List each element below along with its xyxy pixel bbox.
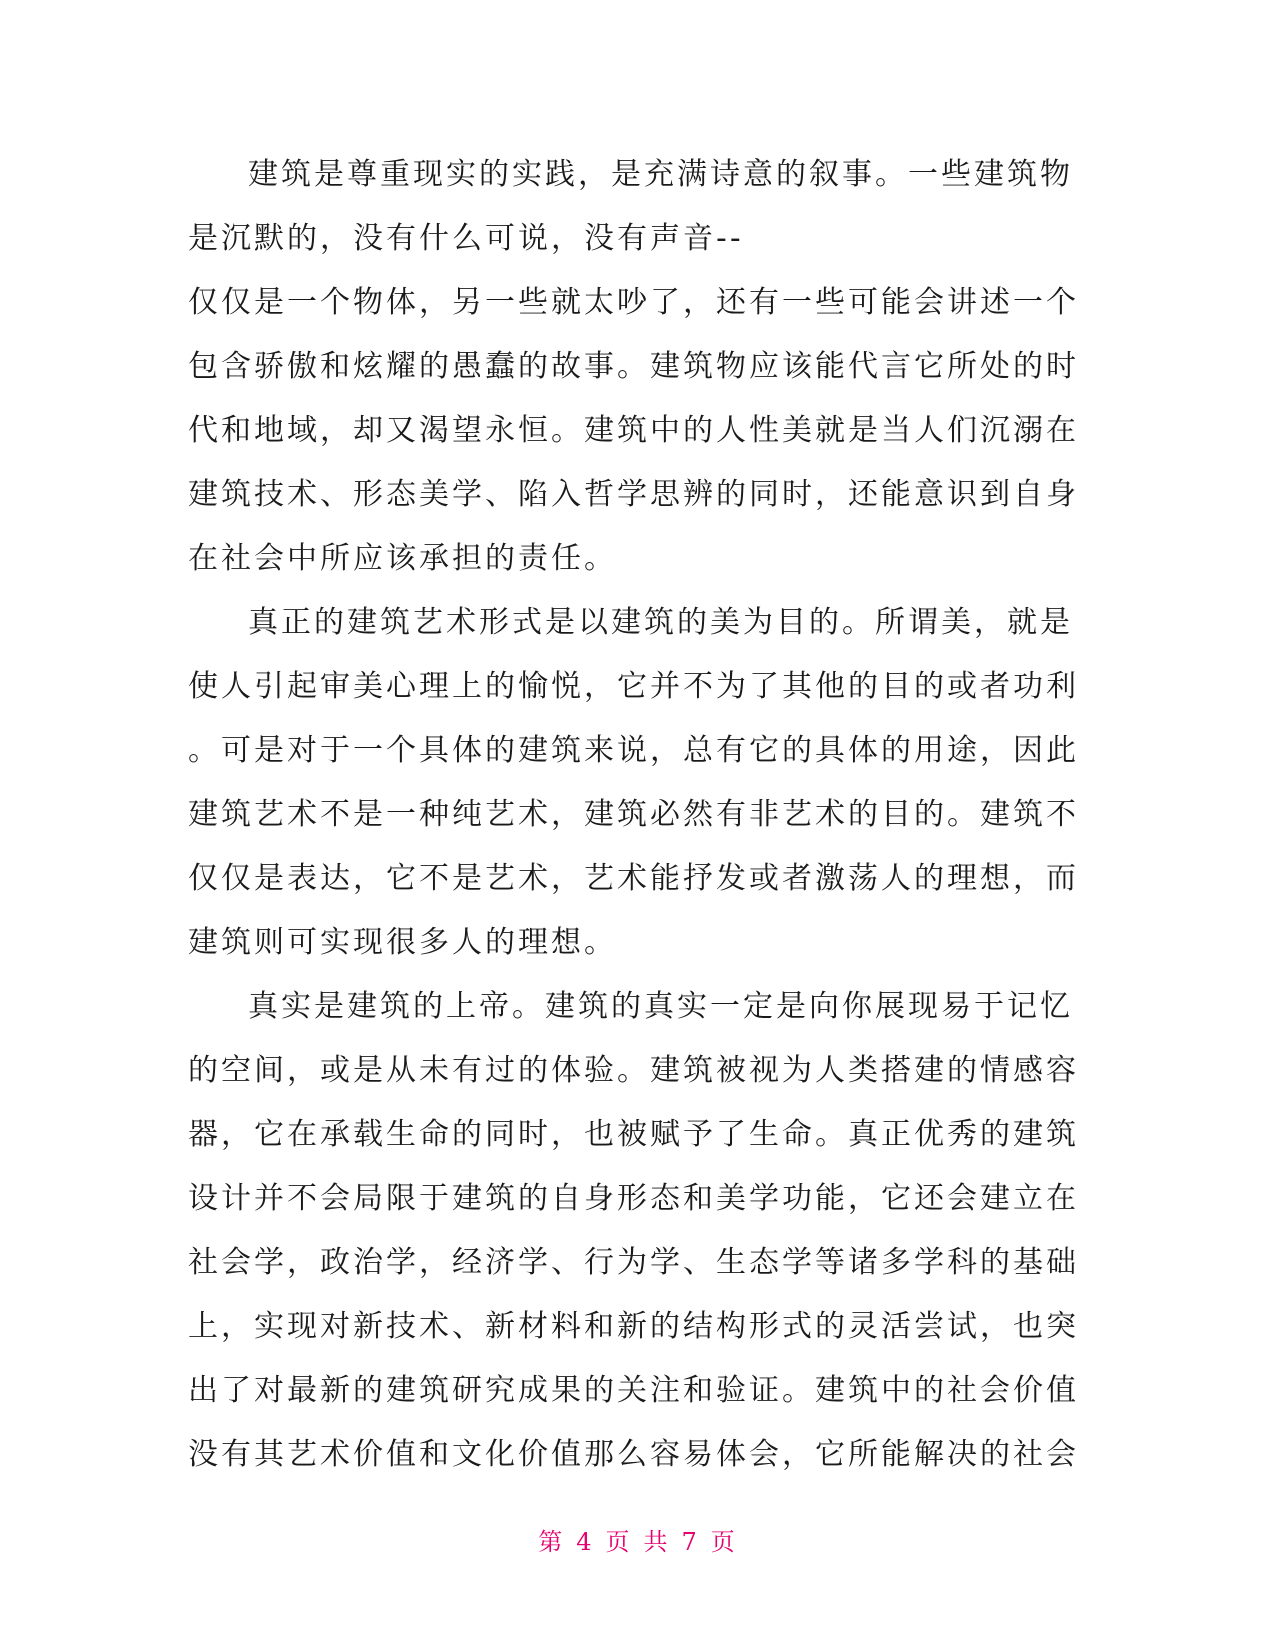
page-footer [0, 1522, 1275, 1557]
text-line: 的空间，或是从未有过的体验。建筑被视为人类搭建的情感容 [188, 1053, 1079, 1088]
text-line: 真实是建筑的上帝。建筑的真实一定是向你展现易于记忆 [248, 989, 1073, 1024]
text-line: 使人引起审美心理上的愉悦，它并不为了其他的目的或者功利 [188, 669, 1079, 704]
text-line: 是沉默的，没有什么可说，没有声音-- [188, 221, 744, 256]
text-line: 代和地域，却又渴望永恒。建筑中的人性美就是当人们沉溺在 [188, 413, 1079, 448]
text-line: 建筑艺术不是一种纯艺术，建筑必然有非艺术的目的。建筑不 [188, 797, 1079, 832]
body-text [188, 143, 1079, 1487]
footer-total-pages: 7 [681, 1528, 699, 1556]
text-line: 真正的建筑艺术形式是以建筑的美为目的。所谓美，就是 [248, 605, 1073, 640]
footer-total-label: 页 [710, 1528, 737, 1556]
text-line: 上，实现对新技术、新材料和新的结构形式的灵活尝试，也突 [188, 1309, 1079, 1344]
text-line: 出了对最新的建筑研究成果的关注和验证。建筑中的社会价值 [188, 1373, 1079, 1408]
text-line: 。可是对于一个具体的建筑来说，总有它的具体的用途，因此 [188, 733, 1079, 768]
footer-current-page: 4 [576, 1528, 594, 1556]
text-line: 在社会中所应该承担的责任。 [188, 541, 617, 576]
text-line: 没有其艺术价值和文化价值那么容易体会，它所能解决的社会 [188, 1437, 1079, 1472]
text-line: 建筑则可实现很多人的理想。 [188, 925, 617, 960]
footer-page-label: 页 [605, 1528, 632, 1556]
footer-total-prefix: 共 [643, 1528, 670, 1556]
text-line: 建筑是尊重现实的实践，是充满诗意的叙事。一些建筑物 [248, 157, 1073, 192]
text-line: 设计并不会局限于建筑的自身形态和美学功能，它还会建立在 [188, 1181, 1079, 1216]
text-line: 建筑技术、形态美学、陷入哲学思辨的同时，还能意识到自身 [188, 477, 1079, 512]
text-line: 包含骄傲和炫耀的愚蠢的故事。建筑物应该能代言它所处的时 [188, 349, 1079, 384]
text-line: 器，它在承载生命的同时，也被赋予了生命。真正优秀的建筑 [188, 1117, 1079, 1152]
text-line: 社会学，政治学，经济学、行为学、生态学等诸多学科的基础 [188, 1245, 1079, 1280]
text-line: 仅仅是一个物体，另一些就太吵了，还有一些可能会讲述一个 [188, 285, 1079, 320]
text-line: 仅仅是表达，它不是艺术，艺术能抒发或者激荡人的理想，而 [188, 861, 1079, 896]
footer-prefix: 第 [538, 1528, 565, 1556]
